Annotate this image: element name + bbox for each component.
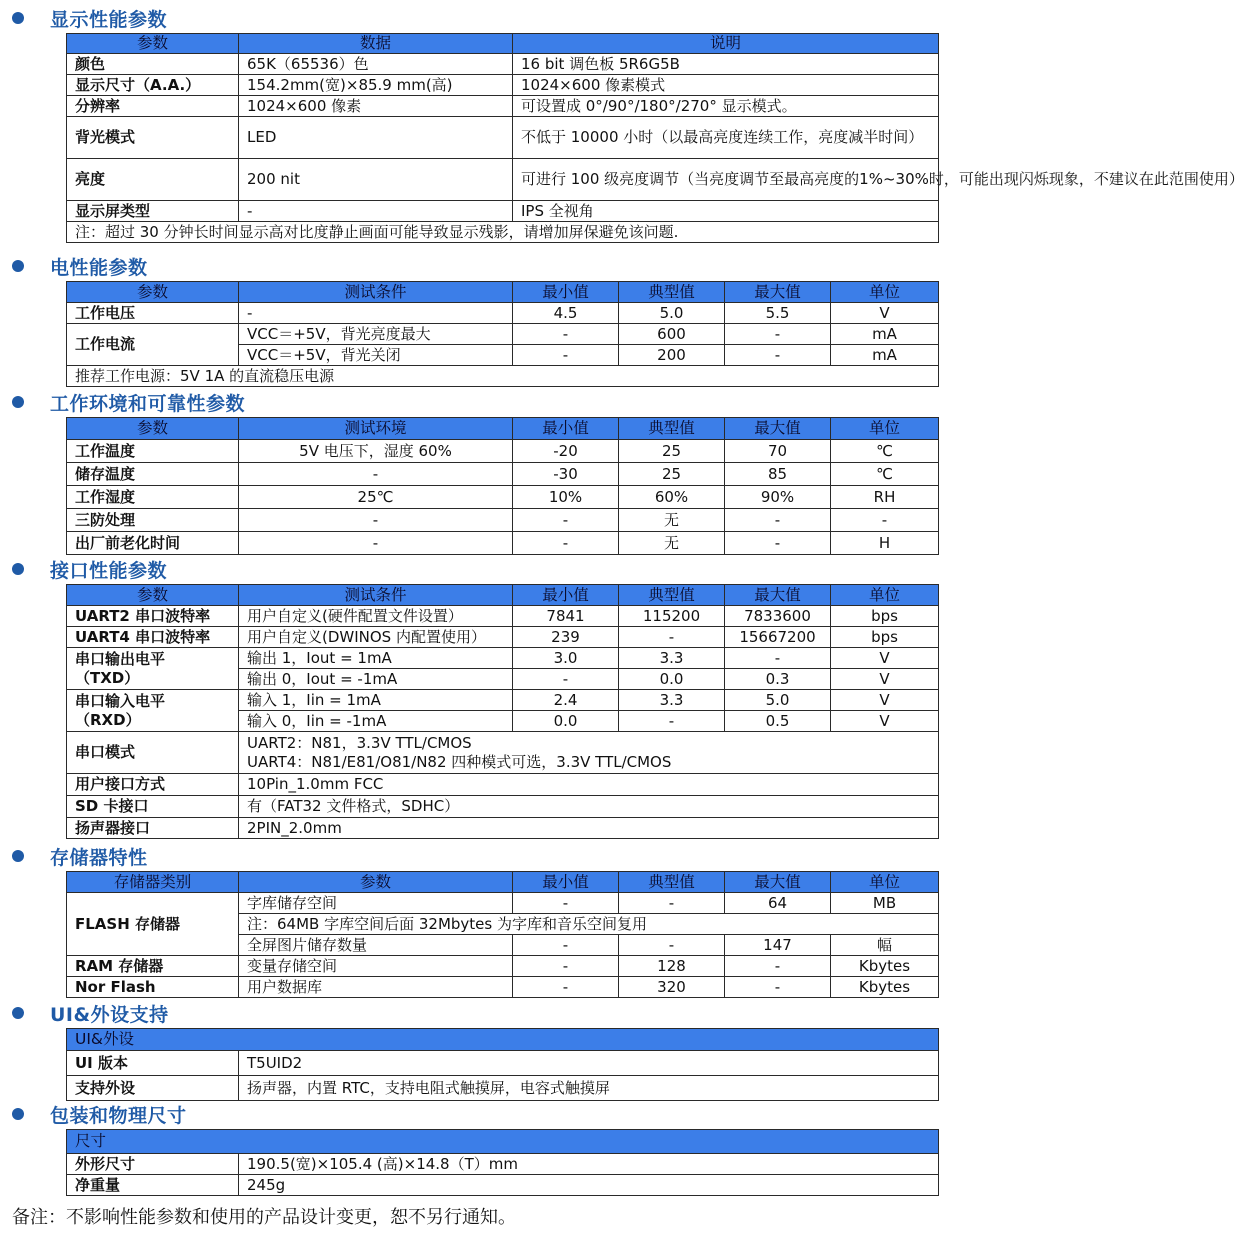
- table-row: [67, 796, 939, 818]
- value-cell: -: [239, 201, 513, 222]
- param-cell: 三防处理: [67, 509, 239, 532]
- unit-cell: MB: [831, 893, 939, 914]
- unit-cell: V: [831, 669, 939, 690]
- section-title: 工作环境和可靠性参数: [50, 392, 246, 415]
- section-title: 存储器特性: [50, 846, 148, 869]
- table-header-row: [67, 585, 939, 606]
- typ-cell: 3.3: [619, 690, 725, 711]
- min-cell: -: [513, 669, 619, 690]
- header-cell: 数据: [239, 34, 513, 54]
- unit-cell: mA: [831, 324, 939, 345]
- table-header-row: [67, 282, 939, 303]
- min-cell: -20: [513, 440, 619, 463]
- typ-cell: 200: [619, 345, 725, 366]
- bullet-icon: [12, 396, 24, 408]
- table-row: [67, 893, 939, 914]
- cond-cell: 变量存储空间: [239, 956, 513, 977]
- param-cell: 扬声器接口: [67, 818, 239, 839]
- table-row: [67, 440, 939, 463]
- header-cell: 参数: [67, 585, 239, 606]
- value-cell: 200 nit: [239, 159, 513, 201]
- table-row: [67, 627, 939, 648]
- table-header-row: [67, 872, 939, 893]
- cond-cell: 字库储存空间: [239, 893, 513, 914]
- table-row: [67, 977, 939, 998]
- cond-cell: 输出 1，Iout = 1mA: [239, 648, 513, 669]
- param-cell: 显示尺寸（A.A.）: [67, 75, 239, 96]
- typ-cell: -: [619, 627, 725, 648]
- max-cell: 64: [725, 893, 831, 914]
- header-cell: 测试条件: [239, 585, 513, 606]
- header-cell: 典型值: [619, 585, 725, 606]
- desc-cell: 不低于 10000 小时（以最高亮度连续工作，亮度减半时间）: [513, 117, 939, 159]
- param-cell: 用户接口方式: [67, 774, 239, 796]
- param-label: （RXD）: [75, 710, 141, 729]
- max-cell: 15667200: [725, 627, 831, 648]
- param-cell: 储存温度: [67, 463, 239, 486]
- typ-cell: 60%: [619, 486, 725, 509]
- section-storage-heading: [8, 843, 148, 869]
- cond-cell: VCC＝+5V，背光亮度最大: [239, 324, 513, 345]
- header-cell: 最小值: [513, 585, 619, 606]
- param-label: 串口输入电平: [75, 691, 166, 710]
- table-row: [67, 1175, 939, 1196]
- table-row: [67, 1154, 939, 1175]
- unit-cell: Kbytes: [831, 977, 939, 998]
- unit-cell: RH: [831, 486, 939, 509]
- section-title: 接口性能参数: [50, 559, 168, 582]
- bullet-icon: [12, 850, 24, 862]
- table-row: [67, 117, 939, 159]
- header-cell: 最大值: [725, 418, 831, 440]
- typ-cell: 5.0: [619, 303, 725, 324]
- table-row: [67, 96, 939, 117]
- table-row: [67, 774, 939, 796]
- cond-cell: 输入 0，Iin = -1mA: [239, 711, 513, 732]
- cond-cell: -: [239, 509, 513, 532]
- typ-cell: 无: [619, 509, 725, 532]
- mode-line: UART2：N81，3.3V TTL/CMOS: [247, 733, 472, 752]
- table-row: [67, 486, 939, 509]
- min-cell: -: [513, 345, 619, 366]
- mode-line: UART4：N81/E81/O81/N82 四种模式可选，3.3V TTL/CMOS: [247, 752, 672, 771]
- header-cell: 参数: [67, 418, 239, 440]
- table-row: [67, 303, 939, 324]
- header-cell: UI&外设: [67, 1029, 939, 1051]
- table-header-row: [67, 1029, 939, 1051]
- cond-cell: 全屏图片储存数量: [239, 935, 513, 956]
- header-cell: 存储器类别: [67, 872, 239, 893]
- header-cell: 尺寸: [67, 1130, 939, 1154]
- cond-cell: 用户自定义(硬件配置文件设置）: [239, 606, 513, 627]
- value-cell: 10Pin_1.0mm FCC: [239, 774, 939, 796]
- min-cell: -: [513, 532, 619, 555]
- typ-cell: 128: [619, 956, 725, 977]
- header-cell: 最小值: [513, 282, 619, 303]
- section-title: 包装和物理尺寸: [50, 1104, 187, 1127]
- cond-cell: 输出 0，Iout = -1mA: [239, 669, 513, 690]
- param-cell: 颜色: [67, 54, 239, 75]
- package-spec-table: [66, 1129, 939, 1196]
- param-cell: 支持外设: [67, 1076, 239, 1101]
- desc-cell: IPS 全视角: [513, 201, 939, 222]
- table-row: [67, 509, 939, 532]
- section-ui-heading: [8, 1000, 169, 1026]
- table-row: [67, 75, 939, 96]
- min-cell: -30: [513, 463, 619, 486]
- unit-cell: H: [831, 532, 939, 555]
- param-cell: 工作温度: [67, 440, 239, 463]
- environment-spec-table: [66, 417, 939, 555]
- cond-cell: -: [239, 303, 513, 324]
- min-cell: -: [513, 935, 619, 956]
- unit-cell: -: [831, 509, 939, 532]
- ui-spec-table: [66, 1028, 939, 1101]
- desc-cell: 1024×600 像素模式: [513, 75, 939, 96]
- interface-spec-table: [66, 584, 939, 839]
- typ-cell: 3.3: [619, 648, 725, 669]
- min-cell: 2.4: [513, 690, 619, 711]
- param-cell: 显示屏类型: [67, 201, 239, 222]
- table-header-row: [67, 418, 939, 440]
- typ-cell: -: [619, 711, 725, 732]
- table-note-row: [67, 366, 939, 387]
- table-row: [67, 956, 939, 977]
- header-cell: 参数: [67, 34, 239, 54]
- max-cell: 90%: [725, 486, 831, 509]
- cond-cell: 25℃: [239, 486, 513, 509]
- header-cell: 单位: [831, 418, 939, 440]
- value-cell: T5UID2: [239, 1051, 939, 1076]
- value-cell: 扬声器，内置 RTC，支持电阻式触摸屏，电容式触摸屏: [239, 1076, 939, 1101]
- typ-cell: 600: [619, 324, 725, 345]
- unit-cell: ℃: [831, 440, 939, 463]
- desc-cell: 可设置成 0°/90°/180°/270° 显示模式。: [513, 96, 939, 117]
- table-row: [67, 732, 939, 774]
- cond-cell: -: [239, 532, 513, 555]
- section-package-heading: [8, 1101, 187, 1127]
- table-row: [67, 690, 939, 711]
- param-cell: [67, 690, 239, 732]
- header-cell: 参数: [67, 282, 239, 303]
- param-cell: 工作湿度: [67, 486, 239, 509]
- param-cell: RAM 存储器: [67, 956, 239, 977]
- section-title: 电性能参数: [50, 256, 148, 279]
- bullet-icon: [12, 12, 24, 24]
- param-cell: 出厂前老化时间: [67, 532, 239, 555]
- table-header-row: [67, 1130, 939, 1154]
- min-cell: 7841: [513, 606, 619, 627]
- table-row: [67, 159, 939, 201]
- param-cell: UI 版本: [67, 1051, 239, 1076]
- table-row: [67, 606, 939, 627]
- section-interface-heading: [8, 556, 167, 582]
- param-cell: 分辨率: [67, 96, 239, 117]
- max-cell: -: [725, 977, 831, 998]
- param-label: 串口输出电平: [75, 649, 166, 668]
- param-cell: SD 卡接口: [67, 796, 239, 818]
- cond-cell: 输入 1，Iin = 1mA: [239, 690, 513, 711]
- max-cell: -: [725, 324, 831, 345]
- typ-cell: 320: [619, 977, 725, 998]
- max-cell: -: [725, 648, 831, 669]
- max-cell: 5.0: [725, 690, 831, 711]
- param-cell: 外形尺寸: [67, 1154, 239, 1175]
- section-title: UI&外设支持: [50, 1003, 169, 1026]
- unit-cell: V: [831, 690, 939, 711]
- desc-cell: 可进行 100 级亮度调节（当亮度调节至最高亮度的1%~30%时，可能出现闪烁现象，不建议在此范围使用）: [513, 159, 939, 201]
- header-cell: 典型值: [619, 282, 725, 303]
- param-cell: 工作电流: [67, 324, 239, 366]
- unit-cell: bps: [831, 606, 939, 627]
- param-cell: 背光模式: [67, 117, 239, 159]
- typ-cell: -: [619, 893, 725, 914]
- table-row: [67, 818, 939, 839]
- table-row: [67, 463, 939, 486]
- min-cell: -: [513, 893, 619, 914]
- desc-cell: 16 bit 调色板 5R6G5B: [513, 54, 939, 75]
- note-cell: 推荐工作电源：5V 1A 的直流稳压电源: [67, 366, 939, 387]
- header-cell: 参数: [239, 872, 513, 893]
- section-title: 显示性能参数: [50, 8, 168, 31]
- param-cell: [67, 648, 239, 690]
- footnote: 备注：不影响性能参数和使用的产品设计变更，恕不另行通知。: [12, 1207, 516, 1228]
- typ-cell: 25: [619, 440, 725, 463]
- typ-cell: -: [619, 935, 725, 956]
- max-cell: 0.3: [725, 669, 831, 690]
- param-cell: FLASH 存储器: [67, 893, 239, 956]
- header-cell: 最大值: [725, 585, 831, 606]
- bullet-icon: [12, 1007, 24, 1019]
- cond-cell: VCC＝+5V，背光关闭: [239, 345, 513, 366]
- max-cell: 5.5: [725, 303, 831, 324]
- max-cell: 0.5: [725, 711, 831, 732]
- table-row: [67, 532, 939, 555]
- param-cell: 亮度: [67, 159, 239, 201]
- header-cell: 最大值: [725, 872, 831, 893]
- unit-cell: bps: [831, 627, 939, 648]
- min-cell: 4.5: [513, 303, 619, 324]
- unit-cell: 幅: [831, 935, 939, 956]
- param-cell: UART2 串口波特率: [67, 606, 239, 627]
- header-cell: 测试条件: [239, 282, 513, 303]
- min-cell: -: [513, 509, 619, 532]
- max-cell: 85: [725, 463, 831, 486]
- section-electrical-heading: [8, 253, 148, 279]
- min-cell: 239: [513, 627, 619, 648]
- header-cell: 说明: [513, 34, 939, 54]
- cond-cell: 用户自定义(DWINOS 内配置使用）: [239, 627, 513, 648]
- max-cell: -: [725, 345, 831, 366]
- max-cell: 7833600: [725, 606, 831, 627]
- header-cell: 最大值: [725, 282, 831, 303]
- max-cell: -: [725, 509, 831, 532]
- min-cell: 3.0: [513, 648, 619, 669]
- min-cell: 0.0: [513, 711, 619, 732]
- table-row: [67, 54, 939, 75]
- header-cell: 单位: [831, 585, 939, 606]
- min-cell: -: [513, 956, 619, 977]
- header-cell: 典型值: [619, 418, 725, 440]
- param-cell: Nor Flash: [67, 977, 239, 998]
- storage-spec-table: [66, 871, 939, 998]
- typ-cell: 25: [619, 463, 725, 486]
- value-cell: 245g: [239, 1175, 939, 1196]
- min-cell: -: [513, 324, 619, 345]
- max-cell: -: [725, 532, 831, 555]
- param-cell: 工作电压: [67, 303, 239, 324]
- unit-cell: V: [831, 711, 939, 732]
- unit-cell: Kbytes: [831, 956, 939, 977]
- table-row: [67, 1076, 939, 1101]
- cond-cell: -: [239, 463, 513, 486]
- value-cell: LED: [239, 117, 513, 159]
- value-cell: 1024×600 像素: [239, 96, 513, 117]
- max-cell: 70: [725, 440, 831, 463]
- min-cell: 10%: [513, 486, 619, 509]
- bullet-icon: [12, 260, 24, 272]
- table-note-row: [67, 222, 939, 243]
- table-header-row: [67, 34, 939, 54]
- unit-cell: ℃: [831, 463, 939, 486]
- value-cell: 2PIN_2.0mm: [239, 818, 939, 839]
- param-cell: 净重量: [67, 1175, 239, 1196]
- header-cell: 最小值: [513, 418, 619, 440]
- unit-cell: mA: [831, 345, 939, 366]
- max-cell: -: [725, 956, 831, 977]
- table-row: [67, 201, 939, 222]
- typ-cell: 无: [619, 532, 725, 555]
- cond-cell: 5V 电压下，湿度 60%: [239, 440, 513, 463]
- cond-cell: 用户数据库: [239, 977, 513, 998]
- bullet-icon: [12, 563, 24, 575]
- value-cell: [239, 732, 939, 774]
- table-row: [67, 1051, 939, 1076]
- param-cell: 串口模式: [67, 732, 239, 774]
- typ-cell: 0.0: [619, 669, 725, 690]
- bullet-icon: [12, 1108, 24, 1120]
- param-cell: UART4 串口波特率: [67, 627, 239, 648]
- param-label: （TXD）: [75, 668, 140, 687]
- table-row: [67, 648, 939, 669]
- value-cell: 有（FAT32 文件格式，SDHC）: [239, 796, 939, 818]
- section-environment-heading: [8, 389, 245, 415]
- value-cell: 190.5(宽)×105.4 (高)×14.8（T）mm: [239, 1154, 939, 1175]
- unit-cell: V: [831, 648, 939, 669]
- electrical-spec-table: [66, 281, 939, 387]
- value-cell: 65K（65536）色: [239, 54, 513, 75]
- header-cell: 单位: [831, 872, 939, 893]
- table-row: [67, 324, 939, 345]
- unit-cell: V: [831, 303, 939, 324]
- min-cell: -: [513, 977, 619, 998]
- header-cell: 单位: [831, 282, 939, 303]
- note-cell: 注：超过 30 分钟长时间显示高对比度静止画面可能导致显示残影，请增加屏保避免该问题.: [67, 222, 939, 243]
- section-display-heading: [8, 5, 167, 31]
- header-cell: 测试环境: [239, 418, 513, 440]
- value-cell: 154.2mm(宽)×85.9 mm(高): [239, 75, 513, 96]
- header-cell: 最小值: [513, 872, 619, 893]
- typ-cell: 115200: [619, 606, 725, 627]
- display-spec-table: [66, 33, 1244, 243]
- header-cell: 典型值: [619, 872, 725, 893]
- note-cell: 注：64MB 字库空间后面 32Mbytes 为字库和音乐空间复用: [239, 914, 939, 935]
- max-cell: 147: [725, 935, 831, 956]
